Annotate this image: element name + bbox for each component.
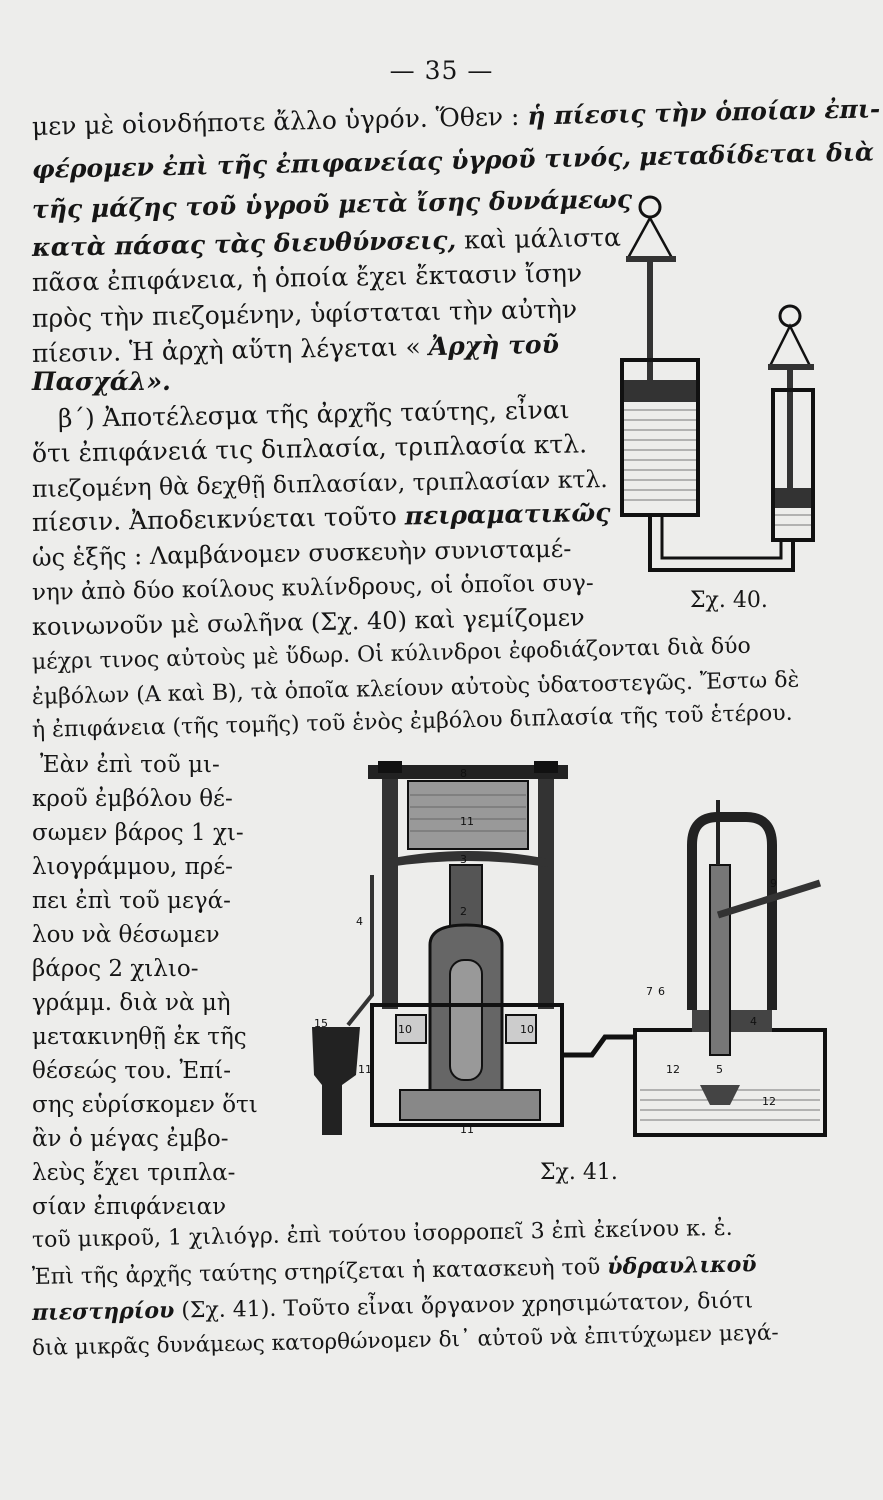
emphasis-text: πειραματικῶς (404, 497, 611, 531)
figure-40-communicating-vessels (610, 190, 840, 590)
text-line: λου νὰ θέσωμεν (32, 922, 220, 948)
text-line: λιογράμμου, πρέ- (32, 854, 233, 880)
text-line: ὅτι ἐπιφάνειά τις διπλασία, τριπλασία κτλ. (31, 429, 588, 468)
text-line (32, 498, 611, 538)
text-span: Ἐπὶ τῆς ἀρχῆς ταύτης στηρίζεται ἡ κατασκευὴ τοῦ (31, 1255, 601, 1290)
emphasis-text: ἡ πίεσις τὴν ὁποίαν ἐπι- (527, 94, 881, 131)
text-line: ἂν ὁ μέγας ἐμβο- (32, 1126, 229, 1152)
weight-icon (628, 218, 672, 258)
text-line: θέσεώς του. Ἐπί- (32, 1058, 232, 1084)
figure-label: 11 (358, 1063, 372, 1076)
figure-label: 12 (666, 1063, 680, 1076)
figure-label: 11 (460, 815, 474, 828)
text-line (32, 330, 559, 369)
text-span: καὶ μάλιστα (463, 222, 622, 255)
small-piston (775, 488, 811, 508)
weight-icon (770, 326, 810, 366)
ring-icon (780, 306, 800, 326)
figure-label: 7 (646, 985, 653, 998)
text-span: πίεσιν. Ἡ ἀρχὴ αὕτη λέγεται « (31, 332, 422, 368)
text-line: λεὺς ἔχει τριπλα- (32, 1160, 236, 1186)
text-line: τῆς μάζης τοῦ ὑγροῦ μετὰ ἴσης δυνάμεως (31, 184, 633, 224)
emphasis-text: κατὰ πάσας τὰς διευθύνσεις, (31, 225, 457, 262)
figure-label: 4 (750, 1015, 757, 1028)
figure-label: 3 (460, 853, 467, 866)
figure-label: 12 (762, 1095, 776, 1108)
text-line: βάρος 2 χιλιο- (32, 956, 199, 982)
figure-label: 15 (314, 1017, 328, 1030)
text-line: κροῦ ἐμβόλου θέ- (32, 786, 233, 812)
gauge-cup (312, 1027, 360, 1135)
pump-plunger (710, 865, 730, 1055)
text-line: ἡ ἐπιφάνεια (τῆς τομῆς) τοῦ ἑνὸς ἐμβόλου διπλασία τῆς τοῦ ἑτέρου. (31, 700, 793, 743)
text-line: πει ἐπὶ τοῦ μεγά- (32, 888, 231, 914)
text-line: μετακινηθῇ ἐκ τῆς (32, 1024, 247, 1050)
text-line: διὰ μικρᾶς δυνάμεως κατορθώνομεν δι᾽ αὐτοῦ νὰ ἐπιτύχωμεν μεγά- (31, 1320, 779, 1361)
figure-label: 9 (770, 877, 777, 890)
page-number: — 35 — (389, 56, 494, 85)
figure-label: 10 (398, 1023, 412, 1036)
figure-label: 5 (716, 1063, 723, 1076)
figure-41-hydraulic-press (300, 755, 830, 1155)
figure-label: 10 (520, 1023, 534, 1036)
text-line: β΄) Ἀποτέλεσμα τῆς ἀρχῆς ταύτης, εἶναι (57, 395, 570, 433)
text-line: τοῦ μικροῦ, 1 χιλιόγρ. ἐπὶ τούτου ἰσορροπεῖ 3 ἐπὶ ἐκείνου κ. ἐ. (31, 1215, 733, 1253)
text-line: κοινωνοῦν μὲ σωλῆνα (Σχ. 40) καὶ γεμίζομεν (31, 603, 585, 641)
emphasis-text: φέρομεν ἐπὶ τῆς ἐπιφανείας ὑγροῦ τινός, (31, 142, 632, 184)
feed-pipe (348, 875, 372, 1025)
text-span: πίεσιν. Ἀποδεικνύεται τοῦτο (31, 501, 398, 537)
figure-label: 4 (356, 915, 363, 928)
text-span: μεν μὲ οἱονδήποτε ἄλλο ὑγρόν. Ὅθεν : (31, 101, 520, 141)
text-line: σωμεν βάρος 1 χι- (32, 820, 244, 846)
figure-40-caption: Σχ. 40. (690, 588, 768, 613)
text-line (32, 94, 881, 142)
emphasis-text: ὑδραυλικοῦ (607, 1251, 757, 1280)
ring-icon (640, 197, 660, 217)
text-line: μέχρι τινος αὐτοὺς μὲ ὕδωρ. Οἱ κύλινδροι ἐφοδιάζονται διὰ δύο (31, 633, 752, 675)
text-span: (Σχ. 41). Τοῦτο εἶναι ὄργανον χρησιμώτατον, διότι (181, 1288, 754, 1324)
text-line: πρὸς τὴν πιεζομένην, ὑφίσταται τὴν αὐτὴν (31, 294, 578, 333)
text-line: Ἐὰν ἐπὶ τοῦ μι- (40, 752, 220, 778)
figure-label: 6 (658, 985, 665, 998)
text-line: πιεζομένη θὰ δεχθῇ διπλασίαν, τριπλασίαν κτλ. (31, 464, 609, 503)
emphasis-text: Ἀρχὴ τοῦ (428, 329, 560, 362)
pressure-pipe (562, 1037, 635, 1055)
text-line: πᾶσα ἐπιφάνεια, ἡ ὁποία ἔχει ἔκτασιν ἴσην (31, 258, 583, 297)
text-line: ὡς ἑξῆς : Λαμβάνομεν συσκευὴν συνισταμέ- (31, 534, 572, 572)
figure-label: 2 (460, 905, 467, 918)
text-line: νην ἀπὸ δύο κοίλους κυλίνδρους, οἱ ὁποῖοι συγ- (31, 570, 594, 606)
text-line: σίαν ἐπιφάνειαν (32, 1194, 227, 1220)
large-piston (624, 380, 696, 402)
figure-label: 11 (460, 1123, 474, 1136)
text-line: γράμμ. διὰ νὰ μὴ (32, 990, 231, 1016)
emphasis-text: μεταδίδεται διὰ (638, 137, 875, 172)
figure-41-caption: Σχ. 41. (540, 1160, 618, 1185)
text-line: ἐμβόλων (Α καὶ Β), τὰ ὁποῖα κλείουν αὐτοὺς ὑδατοστεγῶς. Ἔστω δὲ (31, 667, 800, 710)
text-line: Πασχάλ». (32, 367, 171, 396)
emphasis-text: πιεστηρίου (31, 1297, 175, 1326)
text-line: σης εὑρίσκομεν ὅτι (32, 1092, 258, 1118)
text-line (32, 223, 621, 263)
svg-text:8: 8 (460, 767, 467, 780)
text-line (32, 137, 875, 185)
